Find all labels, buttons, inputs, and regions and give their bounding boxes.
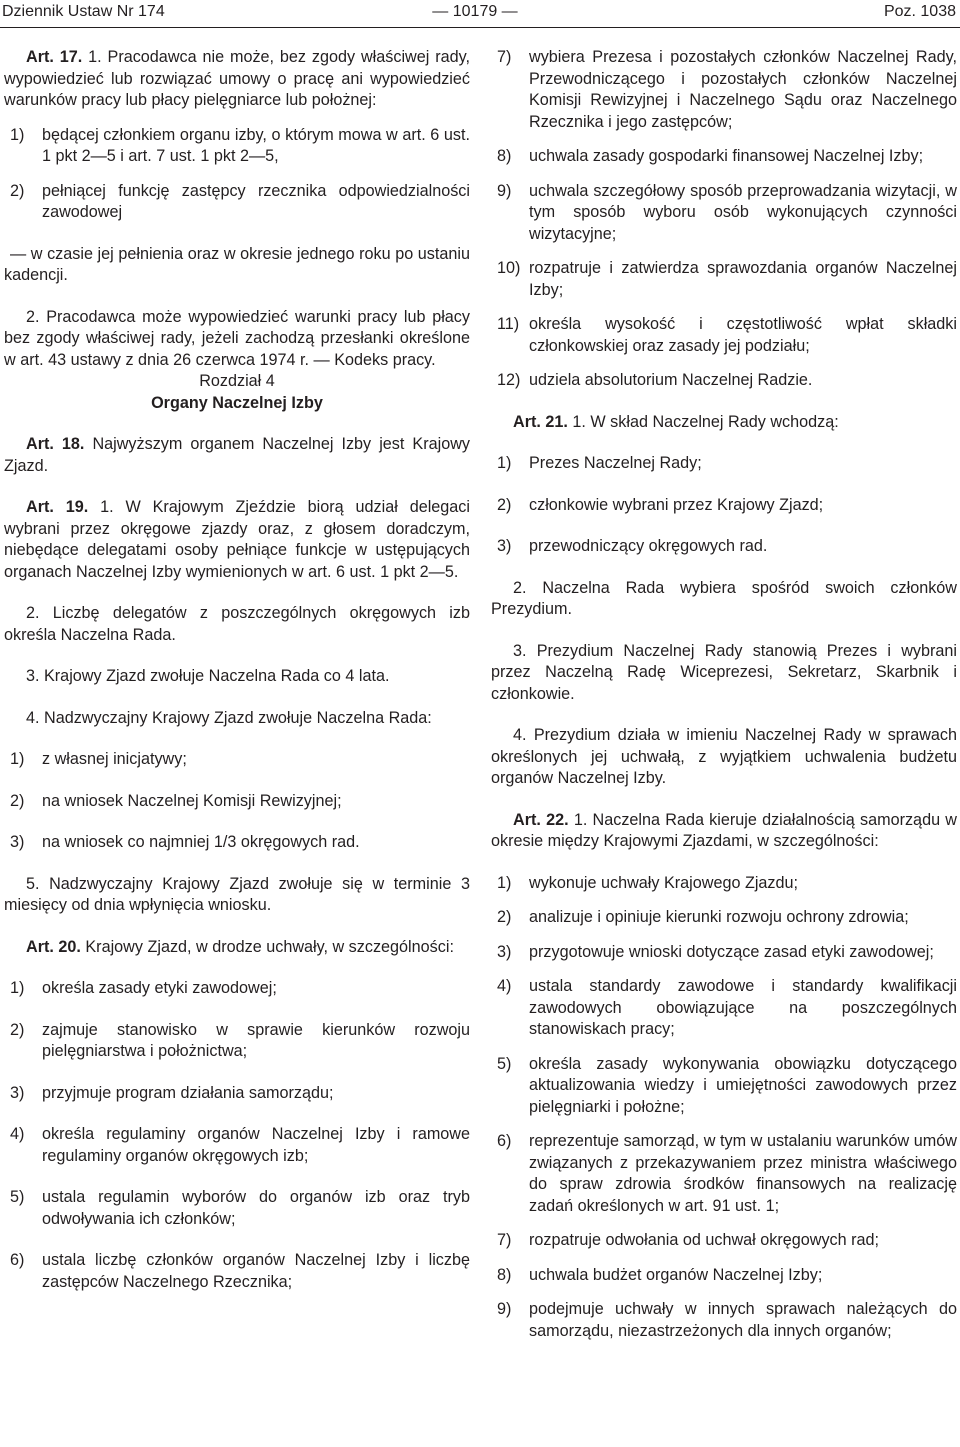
item-text: określa zasady etyki zawodowej;: [42, 979, 277, 997]
art17-paragraph-1: [4, 47, 470, 112]
page-number: — 10179 —: [432, 3, 518, 20]
art21-item-2: [491, 495, 957, 517]
publication-title: Dziennik Ustaw Nr 174: [2, 3, 165, 20]
item-number: 10): [497, 259, 521, 277]
art17-item-2: [4, 181, 470, 224]
art20-item-10: [491, 258, 957, 301]
item-text: przyjmuje program działania samorządu;: [42, 1083, 334, 1102]
chapter-label: Rozdział 4: [199, 372, 275, 390]
art20-heading: Art. 20.: [26, 937, 81, 956]
item-number: 1): [10, 125, 25, 144]
item-text: Prezes Naczelnej Rady;: [529, 454, 702, 472]
art17-item-1: [4, 125, 470, 168]
art20-item-8: [491, 146, 957, 168]
item-number: 7): [497, 1231, 512, 1249]
art20-item-5: [4, 1187, 470, 1230]
art19-paragraph-3: 3. Krajowy Zjazd zwołuje Naczelna Rada co 4 lata.: [26, 667, 390, 685]
item-number: 1): [497, 873, 512, 892]
art22-heading: Art. 22.: [513, 810, 569, 829]
item-text: rozpatruje i zatwierdza sprawozdania organów Naczelnej Izby;: [529, 259, 957, 299]
item-text: będącej członkiem organu izby, o którym mowa w art. 6 ust. 1 pkt 2—5 i art. 7 ust. 1 pkt 2—5,: [42, 125, 470, 165]
art22-item-2: [491, 907, 957, 929]
art22-item-9: [491, 1299, 957, 1342]
art22-text: 1. Naczelna Rada kieruje działalnością samorządu w okresie między Krajowymi Zjazdami, w szczególności:: [491, 810, 957, 850]
item-number: 3): [10, 1083, 25, 1102]
item-text: na wniosek co najmniej 1/3 okręgowych rad.: [42, 833, 360, 851]
art20-item-12: [491, 370, 957, 392]
item-number: 5): [10, 1188, 25, 1206]
art21-text: 1. W skład Naczelnej Rady wchodzą:: [567, 412, 839, 431]
item-text: analizuje i opiniuje kierunki rozwoju ochrony zdrowia;: [529, 908, 909, 926]
art19-paragraph-2: 2. Liczbę delegatów z poszczególnych okręgowych izb określa Naczelna Rada.: [4, 604, 470, 644]
art19-text: 1. W Krajowym Zjeździe biorą udział delegaci wybrani przez okręgowe zjazdy oraz, z głosem doradczym, niebędące delegatami osoby pełniące funkcje w ustępujących organach Naczelnej Izby wymienionych w art. 6 ust. 1 pkt 2—5.: [4, 498, 470, 581]
item-text: pełniącej funkcję zastępcy rzecznika odpowiedzialności zawodowej: [42, 181, 470, 221]
art22-item-3: [491, 942, 957, 964]
item-number: 3): [497, 942, 512, 961]
page-header: [0, 0, 960, 30]
art19-item-1: [4, 749, 470, 771]
item-number: 8): [497, 1265, 512, 1284]
item-text: udziela absolutorium Naczelnej Radzie.: [529, 371, 813, 389]
art20-item-6: [4, 1250, 470, 1293]
item-number: 1): [10, 750, 25, 768]
art20-item-11: [491, 314, 957, 357]
item-text: ustala regulamin wyborów do organów izb oraz tryb odwoływania ich członków;: [42, 1188, 470, 1228]
art22-item-8: [491, 1265, 957, 1287]
item-number: 4): [497, 977, 512, 995]
item-text: uchwala zasady gospodarki finansowej Naczelnej Izby;: [529, 147, 924, 165]
item-number: 2): [10, 1020, 25, 1039]
art20-item-2: [4, 1020, 470, 1063]
item-text: przewodniczący okręgowych rad.: [529, 537, 768, 555]
art17-heading: Art. 17.: [26, 48, 83, 66]
item-number: 1): [497, 454, 512, 472]
art22-item-6: [491, 1131, 957, 1217]
item-text: zajmuje stanowisko w sprawie kierunków rozwoju pielęgniarstwa i położnictwa;: [42, 1020, 470, 1060]
item-number: 11): [497, 315, 520, 333]
item-text: ustala liczbę członków organów Naczelnej Izby i liczbę zastępców Naczelnego Rzecznika;: [42, 1251, 470, 1291]
art22-item-4: [491, 976, 957, 1041]
item-text: reprezentuje samorząd, w tym w ustalaniu warunków umów związanych z przekazywaniem przez ministra właściwego do spraw zdrowia środków finansowych na realizację zadań określonych w art. 91 ust. 1;: [529, 1132, 957, 1215]
item-text: określa wysokość i częstotliwość wpłat składki członkowskiej oraz zasady jej podziału;: [529, 315, 957, 355]
item-number: 2): [10, 181, 25, 200]
item-number: 8): [497, 147, 512, 165]
item-number: 3): [10, 833, 25, 851]
art18-text: Najwyższym organem Naczelnej Izby jest Krajowy Zjazd.: [4, 435, 470, 475]
art21-paragraph-1: [491, 412, 957, 434]
item-number: 1): [10, 979, 25, 997]
item-text: wybiera Prezesa i pozostałych członków Naczelnej Rady, Przewodniczącego i pozostałych członków Naczelnej Komisji Rewizyjnej i Naczelnego Sądu oraz Naczelnego Rzecznika i jego zastępców;: [529, 48, 957, 131]
left-column: [4, 47, 470, 1293]
item-number: 7): [497, 48, 512, 66]
art21-item-1: [491, 453, 957, 475]
art20-text: Krajowy Zjazd, w drodze uchwały, w szczególności:: [80, 937, 454, 956]
item-number: 9): [497, 181, 512, 200]
art17-paragraph-2: 2. Pracodawca może wypowiedzieć warunki pracy lub płacy bez zgody właściwej rady, jeżeli zachodzą przesłanki określone w art. 43 ustawy z dnia 26 czerwca 1974 r. — Kodeks pracy.: [4, 307, 470, 369]
art20-paragraph: [4, 937, 470, 959]
item-text: członkowie wybrani przez Krajowy Zjazd;: [529, 495, 824, 514]
item-text: rozpatruje odwołania od uchwał okręgowych rad;: [529, 1231, 880, 1249]
art19-paragraph-5: 5. Nadzwyczajny Krajowy Zjazd zwołuje się w terminie 3 miesięcy od dnia wpłynięcia wniosku.: [4, 874, 470, 914]
art21-heading: Art. 21.: [513, 412, 568, 431]
item-text: na wniosek Naczelnej Komisji Rewizyjnej;: [42, 791, 342, 810]
item-number: 2): [497, 495, 512, 514]
item-number: 6): [497, 1132, 512, 1150]
item-number: 4): [10, 1125, 25, 1143]
item-text: wykonuje uchwały Krajowego Zjazdu;: [529, 873, 799, 892]
art22-item-5: [491, 1054, 957, 1119]
art17-text: 1. Pracodawca nie może, bez zgody właściwej rady, wypowiedzieć lub rozwiązać umowy o pracę ani wypowiedzieć warunków pracy lub płacy pielęgniarce lub położnej:: [4, 48, 470, 109]
art22-item-7: [491, 1230, 957, 1252]
item-number: 5): [497, 1054, 512, 1073]
art20-item-1: [4, 978, 470, 1000]
item-text: uchwala budżet organów Naczelnej Izby;: [529, 1265, 823, 1284]
art22-paragraph: [491, 810, 957, 853]
item-text: uchwala szczegółowy sposób przeprowadzania wizytacji, w tym sposób wyboru osób wykonujących czynności wizytacyjne;: [529, 181, 957, 243]
art21-item-3: [491, 536, 957, 558]
art20-item-3: [4, 1083, 470, 1105]
item-text: podejmuje uchwały w innych sprawach należących do samorządu, niezastrzeżonych dla innych organów;: [529, 1300, 957, 1340]
art18-heading: Art. 18.: [26, 435, 85, 453]
art19-paragraph-1: [4, 497, 470, 583]
item-number: 12): [497, 371, 521, 389]
art21-paragraph-2: 2. Naczelna Rada wybiera spośród swoich członków Prezydium.: [491, 578, 957, 618]
chapter-title: Organy Naczelnej Izby: [151, 393, 323, 412]
art22-item-1: [491, 873, 957, 895]
art19-paragraph-4: 4. Nadzwyczajny Krajowy Zjazd zwołuje Naczelna Rada:: [26, 708, 432, 727]
art19-heading: Art. 19.: [26, 498, 89, 516]
art21-paragraph-3: 3. Prezydium Naczelnej Rady stanowią Prezes i wybrani przez Naczelną Radę Wiceprezesi, Sekretarz, Skarbnik i członkowie.: [491, 641, 957, 703]
art20-item-9: [491, 181, 957, 246]
item-number: 6): [10, 1251, 25, 1269]
art17-dash-clause: — w czasie jej pełnienia oraz w okresie jednego roku po ustaniu kadencji.: [4, 244, 470, 284]
art20-item-4: [4, 1124, 470, 1167]
header-rule: [0, 27, 960, 28]
right-column: [491, 47, 957, 1342]
position-number: Poz. 1038: [883, 3, 956, 20]
art18-paragraph: [4, 434, 470, 477]
art21-paragraph-4: 4. Prezydium działa w imieniu Naczelnej Rady w sprawach określonych jej uchwałą, z wyjątkiem uchwalenia budżetu organów Naczelnej Izby.: [491, 726, 957, 787]
item-text: z własnej inicjatywy;: [42, 750, 187, 768]
art20-item-7: [491, 47, 957, 133]
item-text: przygotowuje wnioski dotyczące zasad etyki zawodowej;: [529, 942, 934, 961]
item-number: 2): [10, 791, 25, 810]
item-text: określa zasady wykonywania obowiązku dotyczącego aktualizowania wiedzy i umiejętności zawodowych przez pielęgniarki i położne;: [529, 1054, 957, 1116]
art19-item-3: [4, 832, 470, 854]
item-number: 9): [497, 1300, 512, 1318]
art19-item-2: [4, 791, 470, 813]
item-number: 3): [497, 537, 512, 555]
item-text: określa regulaminy organów Naczelnej Izby i ramowe regulaminy organów okręgowych izb;: [42, 1125, 470, 1165]
item-text: ustala standardy zawodowe i standardy kwalifikacji zawodowych obowiązujące na poszczególnych stanowiskach pracy;: [529, 977, 957, 1038]
item-number: 2): [497, 908, 512, 926]
